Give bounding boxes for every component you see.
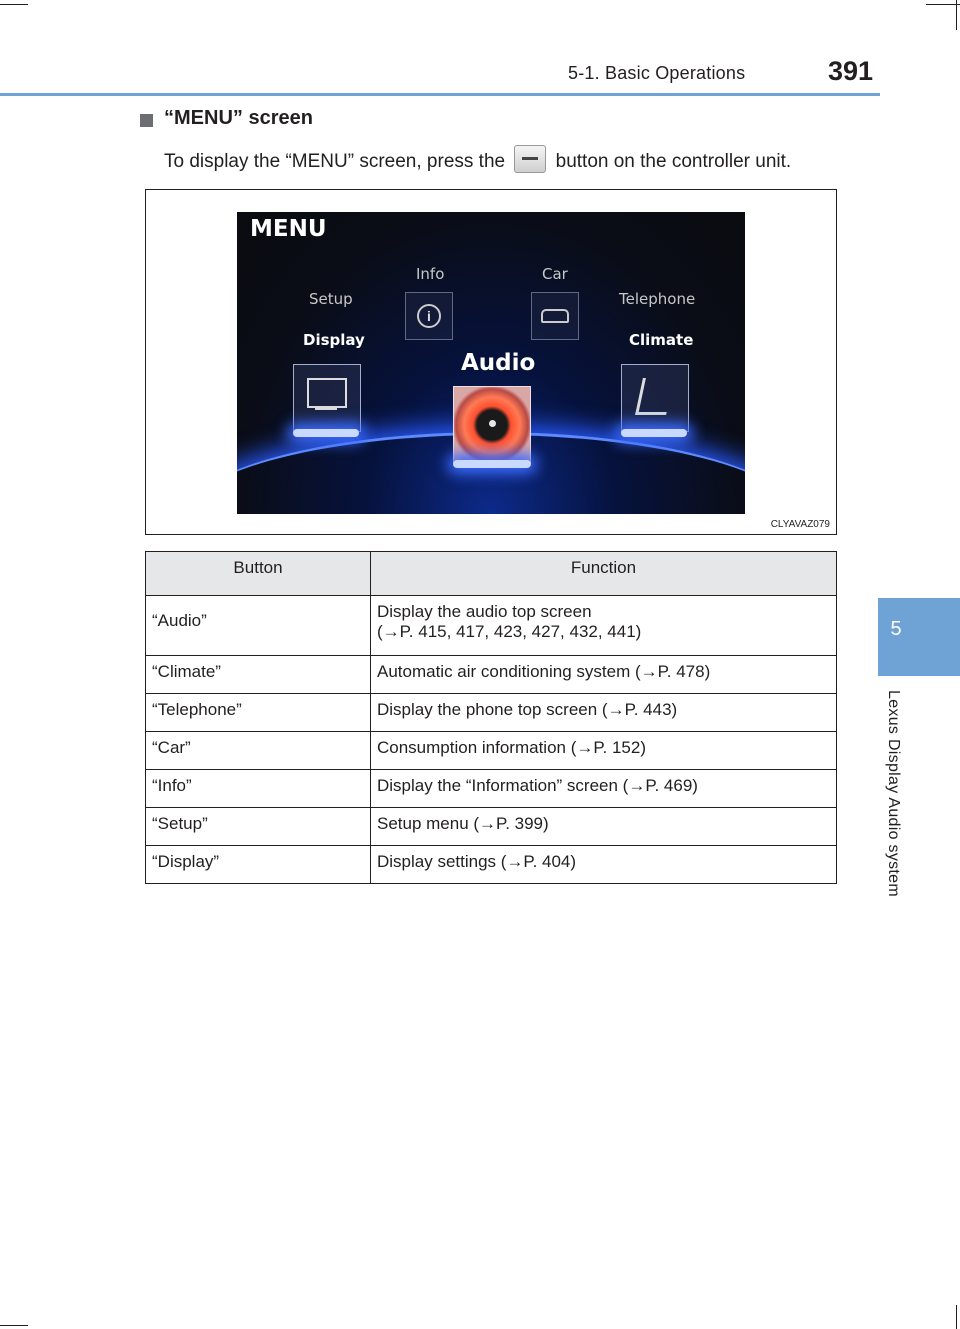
function-cell: Automatic air conditioning system (→P. 478) [371, 656, 837, 694]
button-cell: “Display” [146, 846, 371, 884]
function-cell: Setup menu (→P. 399) [371, 808, 837, 846]
square-bullet-icon [140, 114, 153, 127]
function-cell: Display settings (→P. 404) [371, 846, 837, 884]
function-cell [371, 596, 837, 656]
setup-label: Setup [309, 290, 353, 308]
menu-screen-image [237, 212, 745, 514]
telephone-label: Telephone [619, 290, 696, 308]
instruction-paragraph [164, 145, 791, 173]
disc-icon [489, 420, 496, 427]
menu-button-icon [514, 145, 546, 173]
table-row [146, 808, 837, 846]
column-header: Function [371, 552, 837, 596]
chapter-title: Lexus Display Audio system [885, 690, 902, 898]
header-rule [0, 93, 880, 96]
figure-code: CLYAVAZ079 [770, 519, 830, 530]
display-label: Display [303, 331, 365, 349]
crop-mark [926, 4, 960, 5]
crop-mark [956, 1305, 957, 1329]
function-table [145, 551, 837, 884]
button-cell: “Telephone” [146, 694, 371, 732]
function-cell: Consumption information (→P. 152) [371, 732, 837, 770]
audio-label: Audio [461, 350, 536, 376]
climate-glow [621, 429, 687, 437]
audio-glow [453, 460, 531, 468]
table-row [146, 846, 837, 884]
table-header-row [146, 552, 837, 596]
info-icon: i [417, 304, 441, 328]
monitor-stand-icon [315, 408, 337, 410]
table-row [146, 596, 837, 656]
car-label: Car [542, 265, 568, 283]
button-cell: “Climate” [146, 656, 371, 694]
function-text: Display the audio top screen [377, 602, 592, 621]
climate-label: Climate [629, 331, 694, 349]
section-header: 5-1. Basic Operations [568, 63, 746, 83]
function-cell: Display the “Information” screen (→P. 469) [371, 770, 837, 808]
button-cell: “Car” [146, 732, 371, 770]
display-glow [293, 429, 359, 437]
crop-mark [0, 1325, 28, 1326]
section-title: “MENU” screen [164, 107, 313, 129]
table-row [146, 770, 837, 808]
instruction-text-before: To display the “MENU” screen, press the [164, 151, 506, 172]
table-row [146, 732, 837, 770]
column-header: Button [146, 552, 371, 596]
crop-mark [956, 0, 957, 30]
menu-screen-figure [145, 189, 837, 535]
chapter-number: 5 [890, 618, 902, 640]
button-cell: “Info” [146, 770, 371, 808]
car-icon [541, 309, 569, 323]
function-cell: Display the phone top screen (→P. 443) [371, 694, 837, 732]
table-row [146, 694, 837, 732]
button-cell: “Audio” [146, 596, 371, 656]
screen-title: MENU [250, 216, 327, 242]
instruction-text-after: button on the controller unit. [555, 151, 792, 172]
table-row [146, 656, 837, 694]
info-label: Info [416, 265, 445, 283]
page-number: 391 [828, 56, 874, 86]
monitor-icon [307, 378, 347, 408]
function-ref: (→P. 415, 417, 423, 427, 432, 441) [377, 622, 642, 641]
crop-mark [0, 4, 28, 5]
button-cell: “Setup” [146, 808, 371, 846]
